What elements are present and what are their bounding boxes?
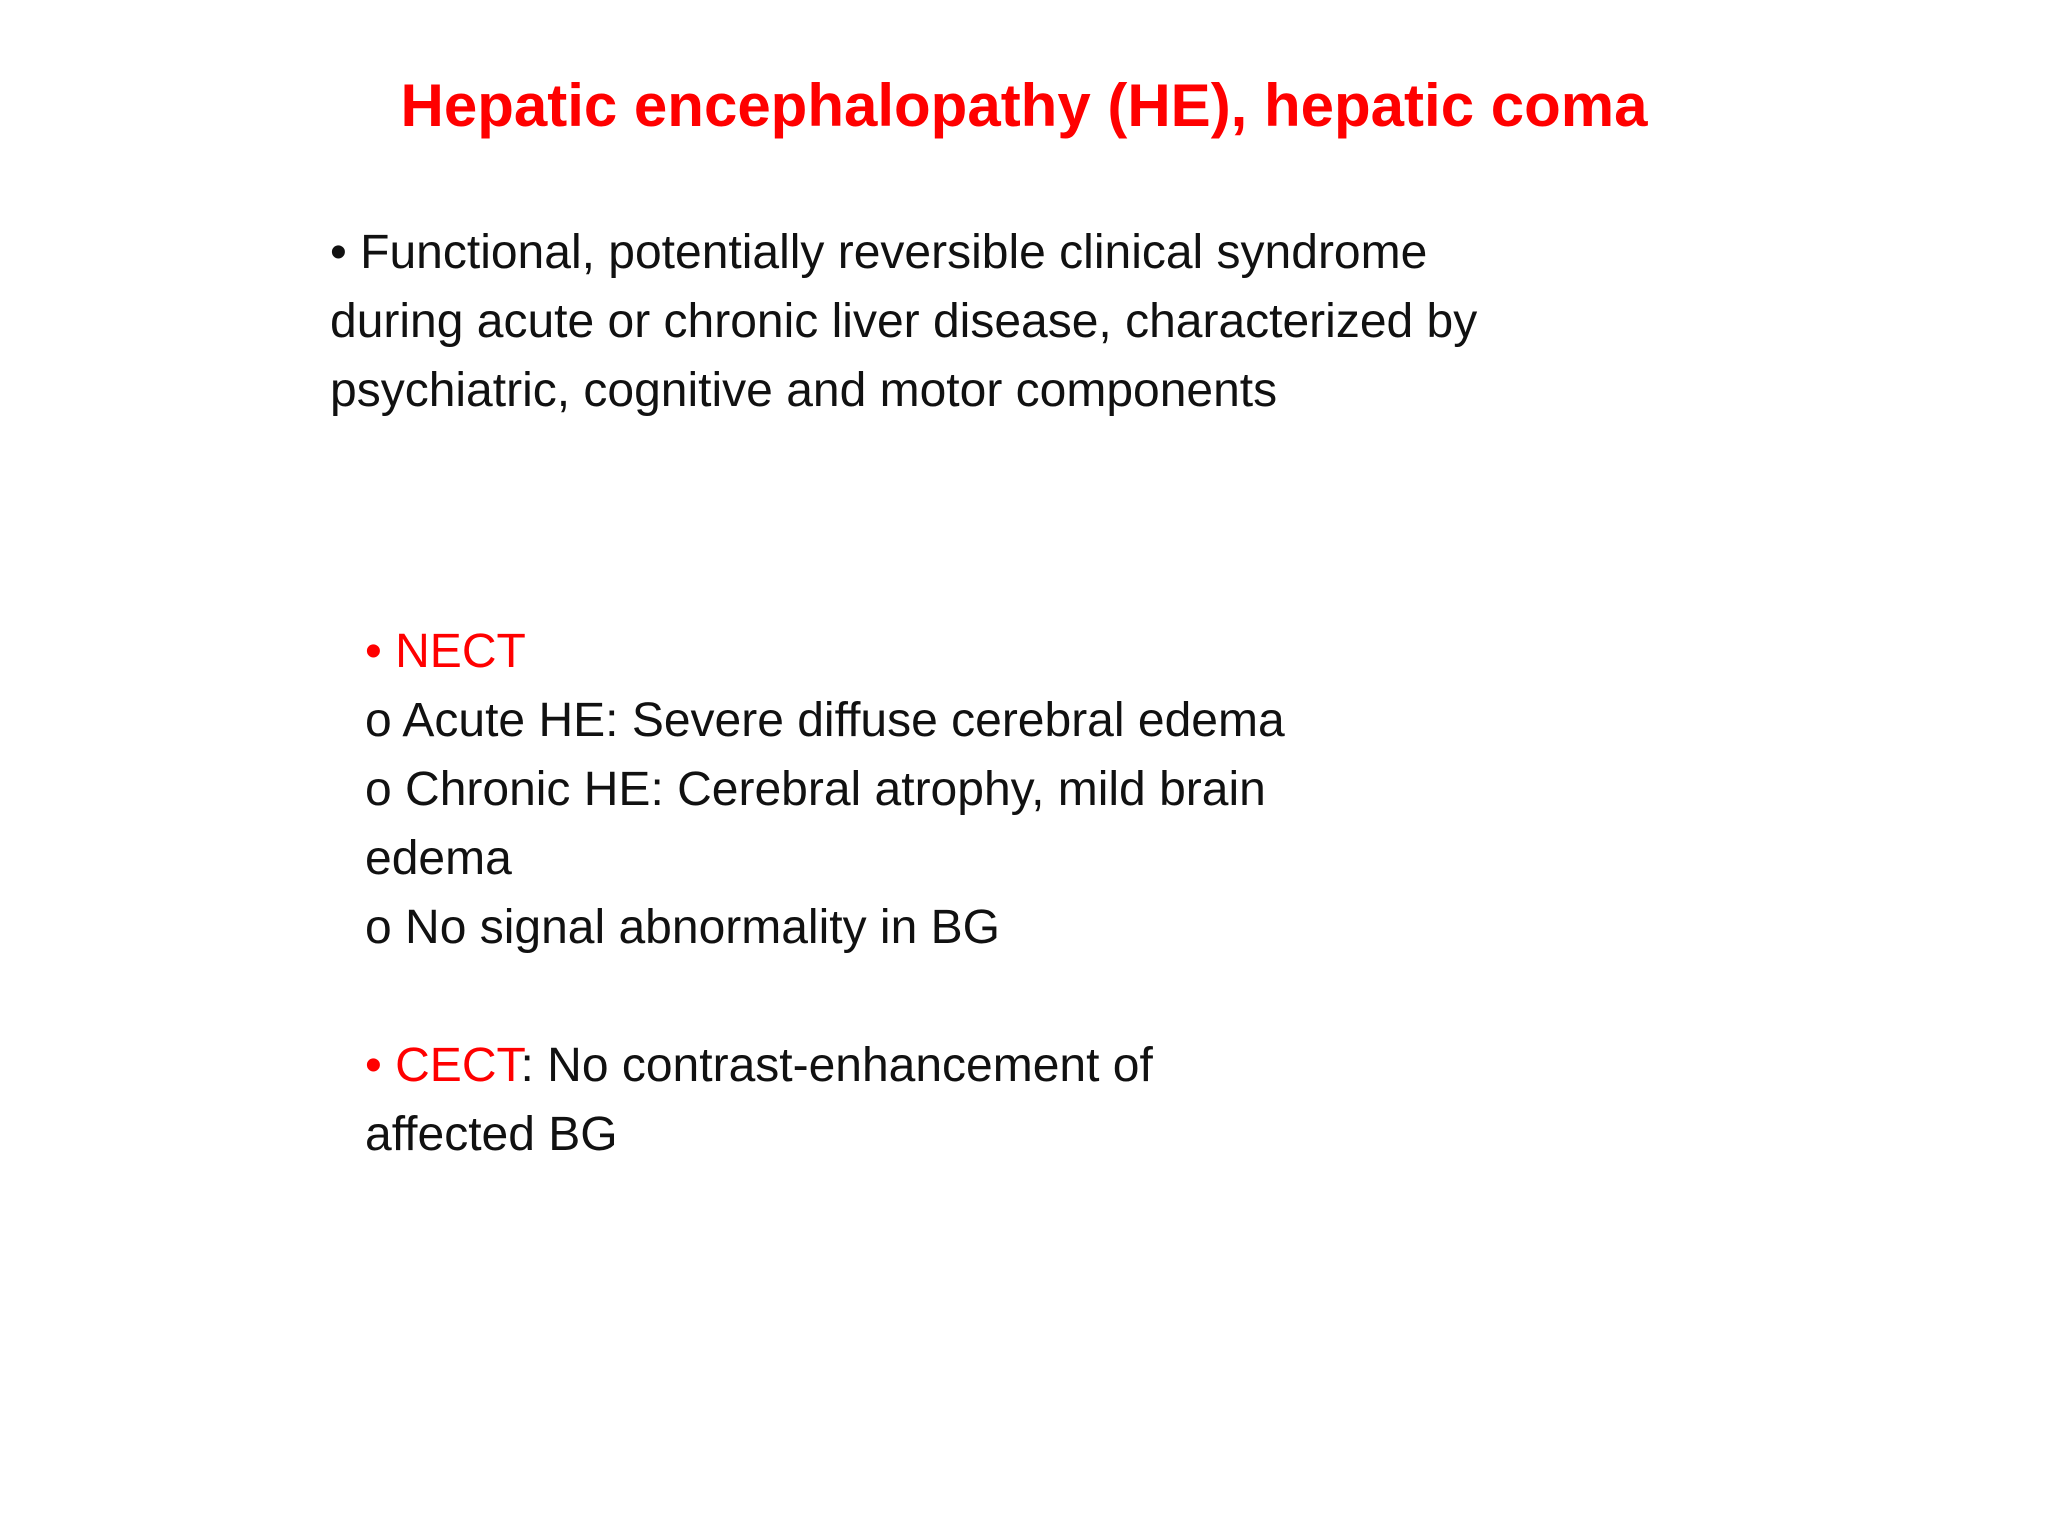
intro-line: during acute or chronic liver disease, characterized by: [330, 295, 1478, 348]
intro-line: psychiatric, cognitive and motor components: [330, 364, 1278, 417]
nect-item: o No signal abnormality in BG: [365, 901, 1000, 954]
cect-line: [365, 1031, 1465, 1100]
cect-heading: • CECT: [365, 1039, 521, 1092]
cect-text: : No contrast-enhancement of: [520, 1039, 1153, 1092]
intro-line: • Functional, potentially reversible clinical syndrome: [330, 226, 1428, 279]
slide-title: Hepatic encephalopathy (HE), hepatic coma: [400, 72, 1648, 139]
nect-heading: • NECT: [365, 625, 526, 678]
imaging-findings: [365, 617, 1465, 1169]
nect-item: o Chronic HE: Cerebral atrophy, mild brain: [365, 763, 1266, 816]
intro-paragraph: [330, 218, 1750, 425]
nect-item: edema: [365, 832, 512, 885]
cect-continuation: affected BG: [365, 1108, 618, 1161]
nect-item: o Acute HE: Severe diffuse cerebral edema: [365, 694, 1285, 747]
spacer: [365, 962, 1465, 1031]
